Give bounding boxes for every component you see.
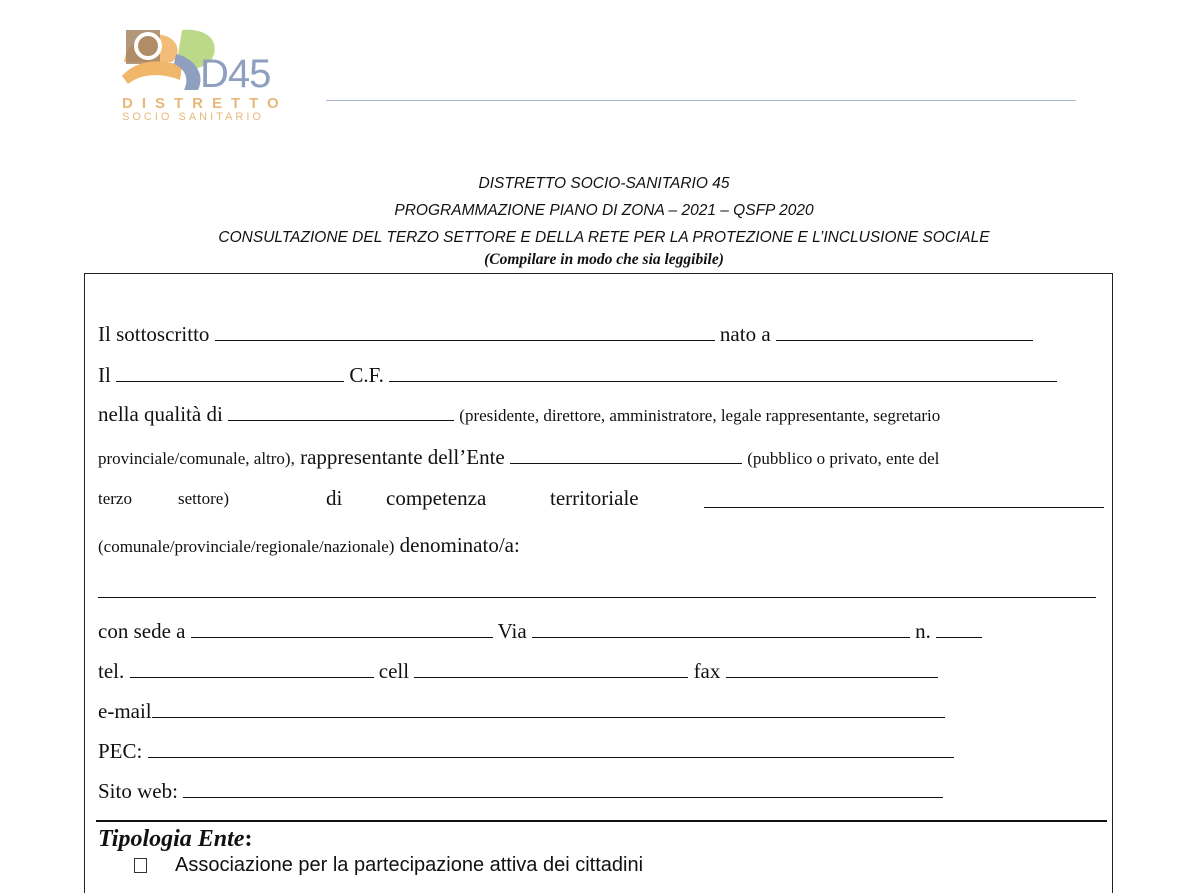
label-pec: PEC:	[98, 739, 143, 763]
field-competenza[interactable]	[704, 490, 1104, 508]
logo-socio-sanitario: SOCIO SANITARIO	[122, 111, 264, 123]
field-nato-a[interactable]	[776, 323, 1033, 341]
field-via[interactable]	[532, 620, 910, 638]
label-email: e-mail	[98, 699, 152, 723]
tipologia-heading	[98, 827, 252, 851]
label-sito-web: Sito web:	[98, 779, 178, 803]
label-numero: n.	[915, 619, 931, 643]
field-cell[interactable]	[414, 660, 688, 678]
hint-ente: (pubblico o privato, ente del	[747, 449, 940, 468]
row-email	[98, 700, 945, 722]
label-cf: C.F.	[349, 363, 384, 387]
label-sottoscritto: Il sottoscritto	[98, 322, 210, 346]
label-ente: rappresentante dell’Ente	[300, 445, 505, 469]
row-denominato	[98, 535, 520, 556]
title-district: DISTRETTO SOCIO-SANITARIO 45	[478, 175, 730, 192]
header-divider	[326, 100, 1076, 101]
tipologia-option[interactable]	[134, 855, 643, 875]
title-legibility-note: (Compilare in modo che sia leggibile)	[484, 251, 724, 268]
row-contatti	[98, 660, 938, 682]
word-territoriale: territoriale	[550, 486, 639, 510]
field-qualita[interactable]	[228, 403, 454, 421]
field-pec[interactable]	[148, 740, 954, 758]
label-nato-a: nato a	[719, 322, 771, 346]
field-numero[interactable]	[936, 620, 982, 638]
hint-qualita-cont: provinciale/comunale, altro),	[98, 449, 295, 468]
row-qualita	[98, 403, 940, 425]
section-divider	[96, 820, 1107, 822]
label-tel: tel.	[98, 659, 125, 683]
row-ente	[98, 446, 939, 468]
field-fax[interactable]	[726, 660, 938, 678]
label-sede: con sede a	[98, 619, 186, 643]
label-denominato: denominato/a:	[399, 533, 520, 557]
field-tel[interactable]	[130, 660, 374, 678]
word-settore: settore)	[178, 489, 229, 508]
row-sede	[98, 620, 982, 642]
word-competenza: competenza	[386, 486, 487, 510]
row-sottoscritto	[98, 323, 1033, 345]
word-terzo: terzo	[98, 489, 132, 508]
field-sottoscritto[interactable]	[215, 323, 715, 341]
row-sito-web	[98, 780, 943, 802]
label-qualita: nella qualità di	[98, 402, 223, 426]
hint-qualita: (presidente, direttore, amministratore, legale rappresentante, segretario	[459, 406, 941, 425]
tipologia-option-label: Associazione per la partecipazione attiva dei cittadini	[175, 854, 644, 876]
title-program: PROGRAMMAZIONE PIANO DI ZONA – 2021 – QSFP 2020	[394, 202, 814, 219]
field-denominazione[interactable]	[98, 597, 1096, 598]
field-sede[interactable]	[191, 620, 493, 638]
logo-distretto: DISTRETTO	[122, 95, 288, 112]
field-sito-web[interactable]	[183, 780, 943, 798]
label-fax: fax	[693, 659, 721, 683]
tipologia-heading-text: Tipologia Ente	[98, 826, 245, 852]
field-ente[interactable]	[510, 446, 742, 464]
label-cell: cell	[378, 659, 410, 683]
logo-d45: D45	[200, 52, 271, 96]
title-consultation: CONSULTAZIONE DEL TERZO SETTORE E DELLA RETE PER LA PROTEZIONE E L’INCLUSIONE SOCIALE	[218, 229, 990, 246]
row-il-cf	[98, 364, 1057, 386]
word-di: di	[326, 486, 343, 510]
row-pec	[98, 740, 954, 762]
label-via: Via	[497, 619, 527, 643]
field-data-nascita[interactable]	[116, 364, 344, 382]
checkbox-icon[interactable]	[134, 858, 147, 873]
field-codice-fiscale[interactable]	[389, 364, 1057, 382]
label-il: Il	[98, 363, 111, 387]
field-email[interactable]	[152, 700, 945, 718]
tipologia-colon: :	[244, 826, 253, 852]
hint-livello: (comunale/provinciale/regionale/nazionale)	[98, 537, 395, 556]
district-logo	[120, 24, 320, 128]
